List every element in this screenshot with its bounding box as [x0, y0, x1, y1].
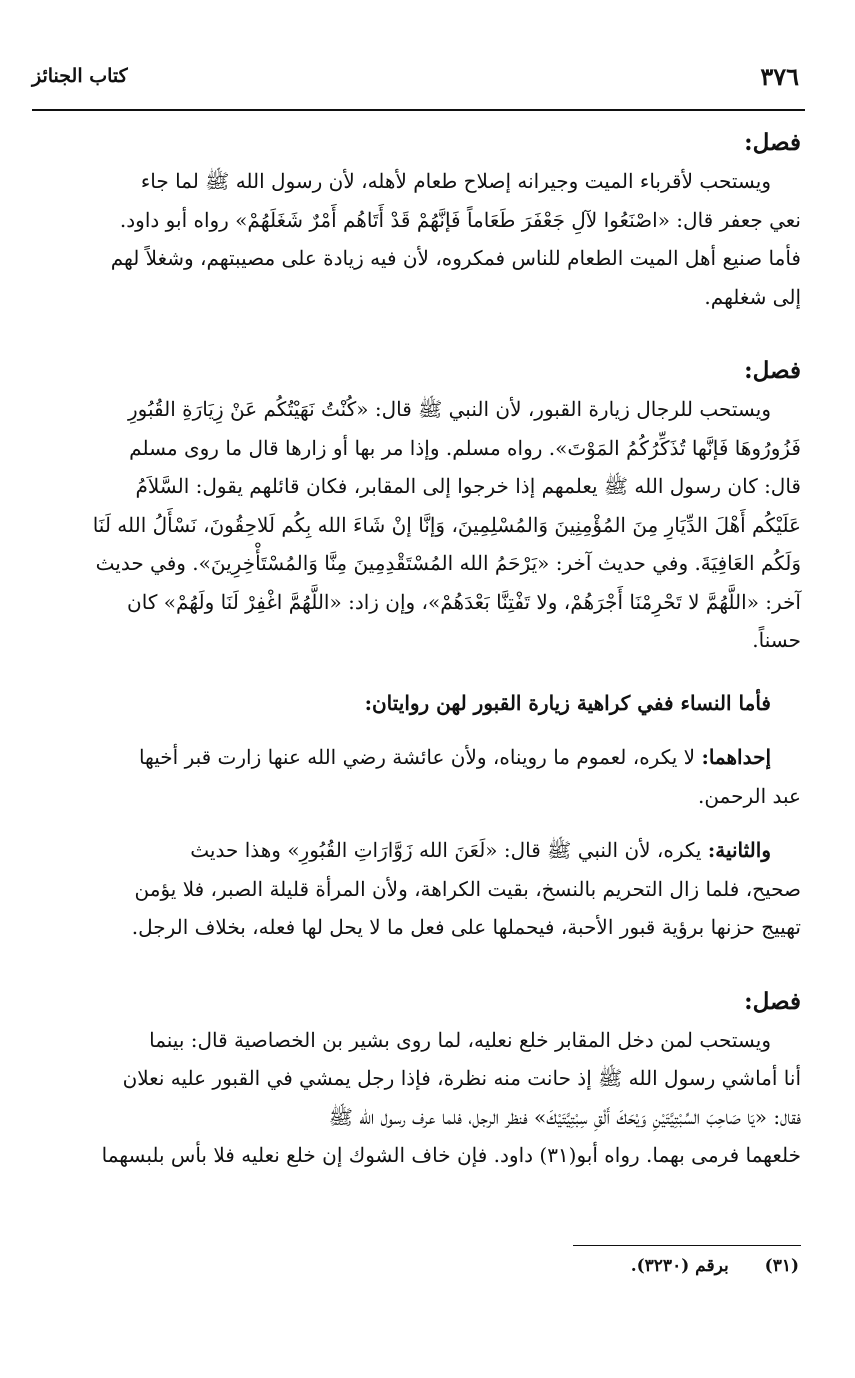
- section-1-paragraph: [32, 162, 801, 316]
- text-line: ويستحب للرجال زيارة القبور، لأن النبي ﷺ قال: «كُنْتُ نَهَيْتُكُم عَنْ زِيَارَةِ القُبُورِ: [128, 397, 771, 421]
- text-line: لا يكره، لعموم ما رويناه، ولأن عائشة رضي الله عنها زارت قبر أخيها: [138, 745, 702, 769]
- first-narration-label: إحداهما:: [701, 745, 771, 769]
- text-line: صحيح، فلما زال التحريم بالنسخ، بقيت الكراهة، ولأن المرأة قليلة الصبر، فلا يؤمن: [134, 876, 801, 901]
- footnote-text: برقم (٣٢٣٠).: [630, 1256, 729, 1276]
- footnote-rule: [573, 1245, 801, 1246]
- text-line: حسناً.: [752, 628, 801, 652]
- text-line: عبد الرحمن.: [697, 783, 801, 808]
- text-line: نعي جعفر قال: «اصْنَعُوا لآلِ جَعْفَرَ طَعَاماً فَإنَّهُمْ قَدْ أَتَاهُم أَمْرٌ شَغَلَهُمْ» رواه أبو داود.: [119, 207, 801, 232]
- section-heading-1: فصل:: [744, 129, 801, 156]
- footnote: [631, 1256, 799, 1276]
- text-line: خلعهما فرمى بهما. رواه أبو(٣١) داود. فإن خاف الشوك إن خلع نعليه فلا بأس بلبسهما: [101, 1143, 801, 1167]
- second-narration: [32, 831, 801, 947]
- second-narration-label: والثانية:: [707, 838, 771, 862]
- text-line: عَلَيْكُم أَهْلَ الدِّيَارِ مِنَ المُؤْمِنِينَ وَالمُسْلِمِينَ، وَإنَّا إنْ شَاءَ الله بِكُم لَلاحِقُونَ، نَسْأَلُ الله لَنَا: [92, 512, 801, 537]
- text-line: إلى شغلهم.: [704, 284, 801, 309]
- main-text: [32, 124, 801, 1175]
- page-number: ٣٧٦: [760, 61, 799, 91]
- text-line: ويستحب لمن دخل المقابر خلع نعليه، لما روى بشير بن الخصاصية قال: بينما: [149, 1027, 771, 1052]
- section-2-paragraph: [32, 390, 801, 660]
- text-line: فأما صنيع أهل الميت الطعام للناس فمكروه، لأن فيه زيادة على مصيبتهم، وشغلاً لهم: [110, 246, 801, 270]
- text-line: قال: كان رسول الله ﷺ يعلمهم إذا خرجوا إلى المقابر، فكان قائلهم يقول: السَّلاَمُ: [135, 474, 801, 498]
- text-line: يكره، لأن النبي ﷺ قال: «لَعَنَ الله زَوَّارَاتِ القُبُورِ» وهذا حديث: [190, 838, 708, 862]
- header-rule: [32, 109, 805, 111]
- text-line: تهييج حزنها برؤية قبور الأحبة، فيحملها على فعل ما لا يحل لها فعله، بخلاف الرجل.: [131, 915, 801, 939]
- text-line: فقال: «يَا صَاحِبَ السِّبْتِيَّتَيْنِ وَيْحَكَ أَلْقِ سِبْتِيَّتَيْكَ» فنظر الرجل، فلما عرف رسول الله ﷺ: [328, 1104, 801, 1129]
- page-header: [32, 58, 799, 94]
- section-heading-3: فصل:: [744, 987, 801, 1015]
- first-narration: [32, 738, 801, 815]
- text-line: وَلَكُم العَافِيَةَ. وفي حديث آخر: «يَرْحَمُ الله المُسْتَقْدِمِينَ مِنَّا وَالمُسْتَأْخِرِينَ». وفي حديث: [95, 551, 801, 575]
- section-3-paragraph: [32, 1021, 801, 1175]
- text-line: أنا أماشي رسول الله ﷺ إذ حانت منه نظرة، فإذا رجل يمشي في القبور عليه نعلان: [122, 1066, 801, 1090]
- women-intro: فأما النساء ففي كراهية زيارة القبور لهن روايتان:: [364, 690, 771, 715]
- text-line: آخر: «اللَّهُمَّ لا تَحْرِمْنَا أَجْرَهُمْ، ولا تَفْتِنَّا بَعْدَهُمْ»، وإن زاد: «اللَّهُمَّ اغْفِرْ لَنَا ولَهُمْ» كان: [127, 589, 801, 614]
- book-title: كتاب الجنائز: [32, 65, 128, 87]
- section-heading-2: فصل:: [744, 357, 801, 384]
- footnote-number: (٣١): [764, 1256, 799, 1276]
- text-line: فَزُورُوهَا فَإنَّها تُذَكِّرُكُمُ المَوْتَ». رواه مسلم. وإذا مر بها أو زارها قال ما روى مسلم: [129, 435, 801, 460]
- text-line: ويستحب لأقرباء الميت وجيرانه إصلاح طعام لأهله، لأن رسول الله ﷺ لما جاء: [140, 169, 771, 193]
